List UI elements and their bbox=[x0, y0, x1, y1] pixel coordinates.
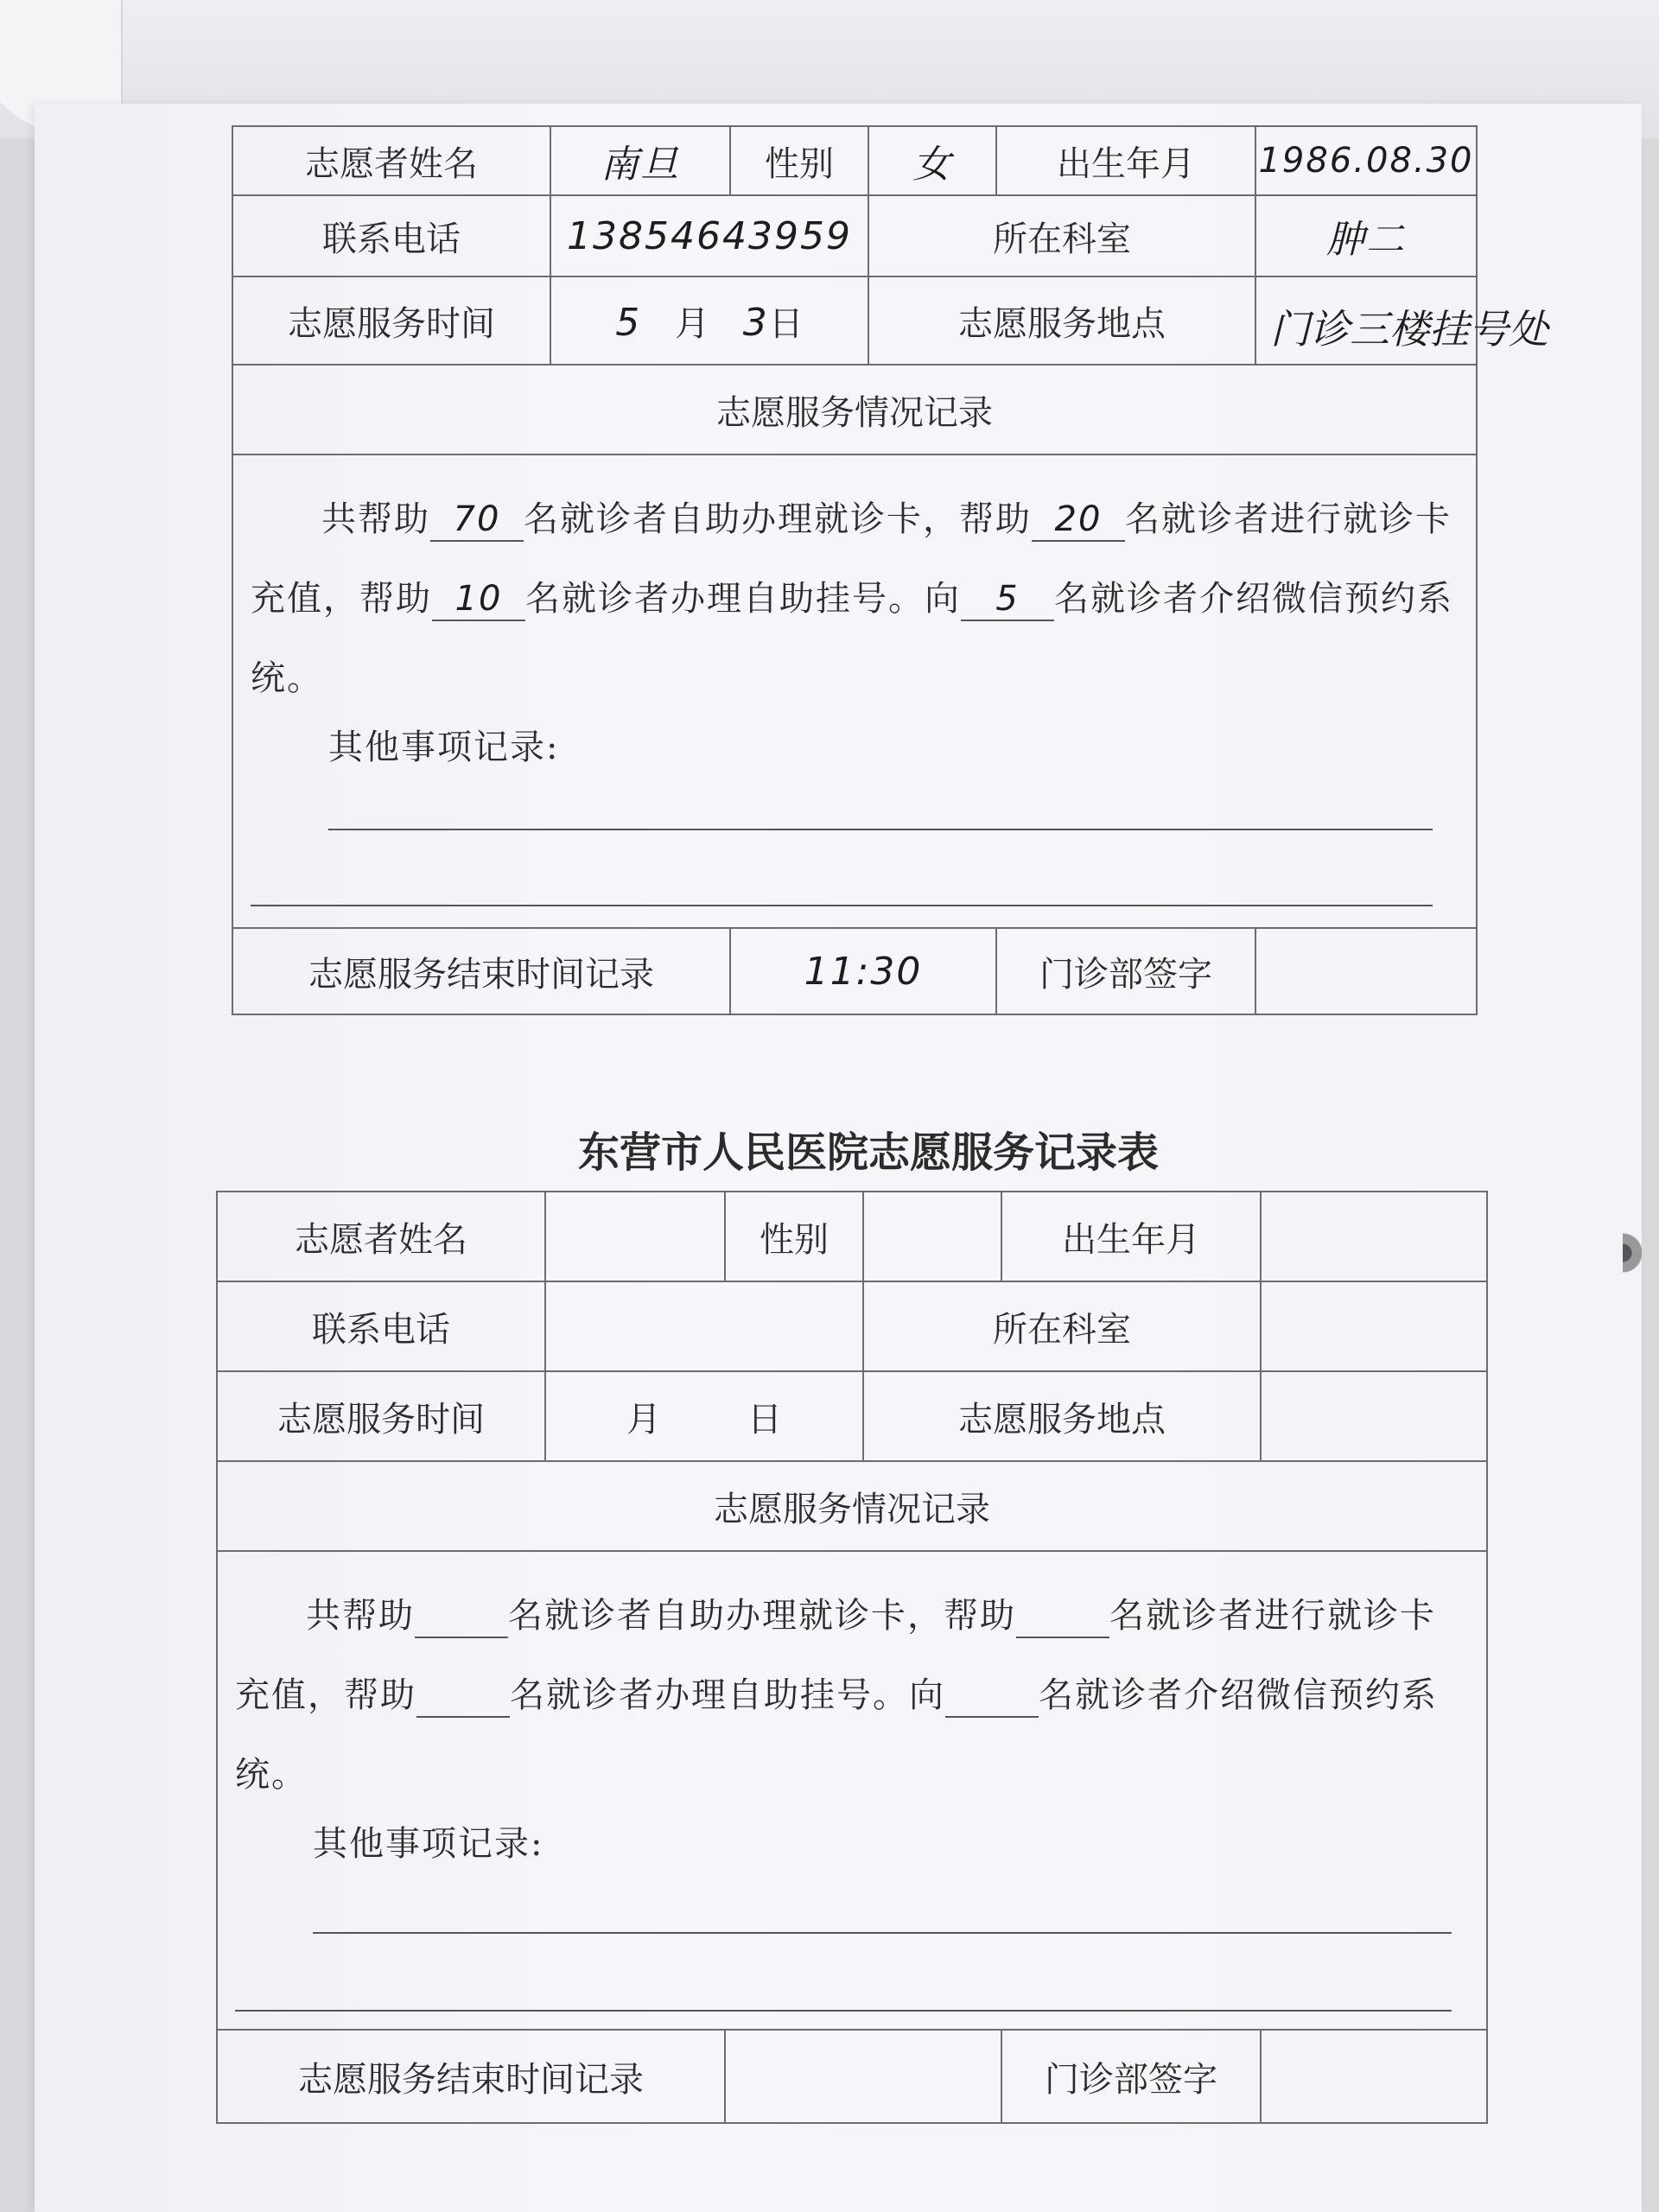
other-items-label: 其他事项记录: bbox=[313, 1824, 544, 1864]
label-service-time: 志愿服务时间 bbox=[232, 276, 550, 365]
value-service-time[interactable] bbox=[545, 1371, 863, 1461]
record-paragraph: 共帮助 名就诊者自助办理就诊卡，帮助 名就诊者进行就诊卡充值，帮助 名就诊者办理自助挂号。向 名就诊者介绍微信预约系统。 bbox=[235, 1596, 1438, 1795]
label-service-place: 志愿服务地点 bbox=[863, 1371, 1261, 1461]
value-signature[interactable] bbox=[1261, 2030, 1487, 2123]
value-month: 5 bbox=[615, 300, 642, 345]
value-end-time[interactable] bbox=[725, 2030, 1001, 2123]
record-paragraph: 共帮助 70 名就诊者自助办理就诊卡，帮助 20 名就诊者进行就诊卡充值，帮助 10 名就诊者办理自助挂号。向 5 名就诊者介绍微信预约系统。 bbox=[251, 499, 1453, 698]
value-signature[interactable] bbox=[1255, 928, 1477, 1014]
label-volunteer-name: 志愿者姓名 bbox=[232, 126, 550, 195]
record-header: 志愿服务情况记录 bbox=[232, 365, 1477, 454]
form-top bbox=[232, 125, 1476, 1015]
value-department[interactable]: 肿二 bbox=[1255, 195, 1477, 276]
value-birth[interactable]: 1986.08.30 bbox=[1255, 126, 1477, 195]
value-volunteer-name[interactable] bbox=[545, 1192, 725, 1281]
value-birth[interactable] bbox=[1261, 1192, 1487, 1281]
count-wechat[interactable]: 5 bbox=[961, 582, 1054, 621]
value-day: 3 bbox=[742, 300, 769, 345]
binder-clip bbox=[1623, 1201, 1642, 1305]
label-phone: 联系电话 bbox=[232, 195, 550, 276]
value-gender[interactable]: 女 bbox=[868, 126, 996, 195]
label-day: 日 bbox=[768, 303, 804, 344]
count-register[interactable]: 10 bbox=[432, 582, 525, 621]
label-month: 月 bbox=[675, 303, 709, 344]
other-items-line-2[interactable] bbox=[235, 2010, 1452, 2012]
label-service-place: 志愿服务地点 bbox=[868, 276, 1255, 365]
value-phone[interactable] bbox=[545, 1281, 863, 1371]
form-title: 东营市人民医院志愿服务记录表 bbox=[577, 1128, 1159, 1177]
form-bottom bbox=[216, 1191, 1486, 2124]
record-body[interactable] bbox=[217, 1551, 1487, 2030]
label-birth: 出生年月 bbox=[996, 126, 1255, 195]
label-birth: 出生年月 bbox=[1001, 1192, 1261, 1281]
label-signature: 门诊部签字 bbox=[1001, 2030, 1261, 2123]
count-register[interactable] bbox=[416, 1678, 510, 1718]
value-service-time[interactable] bbox=[550, 276, 868, 365]
label-end-time: 志愿服务结束时间记录 bbox=[232, 928, 730, 1014]
value-end-time[interactable]: 11:30 bbox=[730, 928, 996, 1014]
handwritten-service-place: 门诊三楼挂号处 bbox=[1270, 306, 1548, 353]
count-recharge[interactable] bbox=[1016, 1599, 1109, 1638]
label-volunteer-name: 志愿者姓名 bbox=[217, 1192, 545, 1281]
record-body[interactable] bbox=[232, 454, 1477, 928]
label-month: 月 bbox=[626, 1399, 661, 1440]
label-gender: 性别 bbox=[725, 1192, 863, 1281]
other-items-label: 其他事项记录: bbox=[328, 728, 560, 767]
count-wechat[interactable] bbox=[945, 1678, 1039, 1718]
label-department: 所在科室 bbox=[863, 1281, 1261, 1371]
record-header: 志愿服务情况记录 bbox=[217, 1461, 1487, 1551]
form-bottom-table bbox=[216, 1191, 1488, 2124]
label-signature: 门诊部签字 bbox=[996, 928, 1255, 1014]
value-phone[interactable]: 13854643959 bbox=[550, 195, 868, 276]
label-service-time: 志愿服务时间 bbox=[217, 1371, 545, 1461]
label-gender: 性别 bbox=[730, 126, 868, 195]
label-day: 日 bbox=[747, 1399, 782, 1440]
other-items-line-1[interactable] bbox=[328, 829, 1433, 830]
count-card[interactable]: 70 bbox=[430, 502, 524, 542]
label-end-time: 志愿服务结束时间记录 bbox=[217, 2030, 725, 2123]
value-service-place[interactable] bbox=[1261, 1371, 1487, 1461]
value-gender[interactable] bbox=[863, 1192, 1001, 1281]
form-top-table bbox=[232, 125, 1478, 1015]
other-items-line-2[interactable] bbox=[251, 905, 1433, 906]
count-recharge[interactable]: 20 bbox=[1032, 502, 1125, 542]
value-volunteer-name[interactable]: 南旦 bbox=[550, 126, 730, 195]
other-items-line-1[interactable] bbox=[313, 1932, 1452, 1934]
label-phone: 联系电话 bbox=[217, 1281, 545, 1371]
label-department: 所在科室 bbox=[868, 195, 1255, 276]
value-department[interactable] bbox=[1261, 1281, 1487, 1371]
count-card[interactable] bbox=[415, 1599, 508, 1638]
